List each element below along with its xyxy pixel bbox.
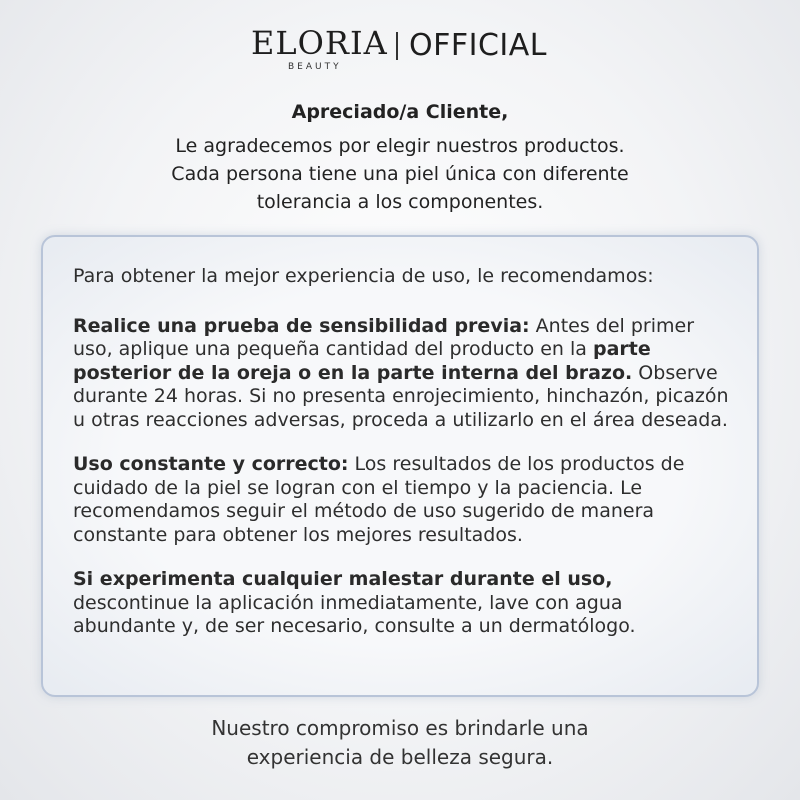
brand-name: ELORIA [251, 24, 388, 62]
section-text: Antes del primer uso, aplique una pequeña cantidad del producto en la [73, 314, 695, 360]
brand-logo [0, 22, 800, 78]
footer-line: Nuestro compromiso es brindarle una [211, 716, 589, 740]
section-emphasis: parte posterior de la oreja o en la parte interna del brazo. [73, 338, 651, 384]
section-text: Observe durante 24 horas. Si no presenta enrojecimiento, hinchazón, picazón u otras reacciones adversas, proceda a utilizarlo en el área deseada. [73, 361, 729, 431]
footer-note [0, 714, 800, 772]
brand-sub: BEAUTY [288, 62, 342, 72]
footer-line: experiencia de belleza segura. [246, 745, 554, 769]
section-text: descontinue la aplicación inmediatamente, lave con agua abundante y, de ser necesario, consulte a un dermatólogo. [73, 591, 636, 637]
intro-line: Cada persona tiene una piel única con diferente [171, 163, 629, 185]
section-sensitivity-test [73, 315, 729, 433]
section-constant-use [73, 453, 729, 547]
section-text: Los resultados de los productos de cuidado de la piel se logran con el tiempo y la paciencia. Le recomendamos seguir el método de uso sugerido de manera constante para obtener los mejores resultados. [73, 453, 685, 546]
section-title: Si experimenta cualquier malestar durante el uso, [73, 568, 613, 590]
section-title: Realice una prueba de sensibilidad previa: [73, 314, 530, 337]
logo-divider [396, 32, 398, 60]
intro-line: tolerancia a los componentes. [256, 191, 544, 213]
brand-official: OFFICIAL [409, 28, 548, 63]
section-discomfort [73, 568, 729, 639]
section-title: Uso constante y correcto: [73, 453, 349, 475]
greeting: Apreciado/a Cliente, [291, 101, 509, 123]
intro-text [0, 132, 800, 216]
card-lead: Para obtener la mejor experiencia de uso, le recomendamos: [73, 265, 654, 287]
intro-line: Le agradecemos por elegir nuestros productos. [175, 135, 625, 157]
recommendations-card [41, 235, 759, 697]
